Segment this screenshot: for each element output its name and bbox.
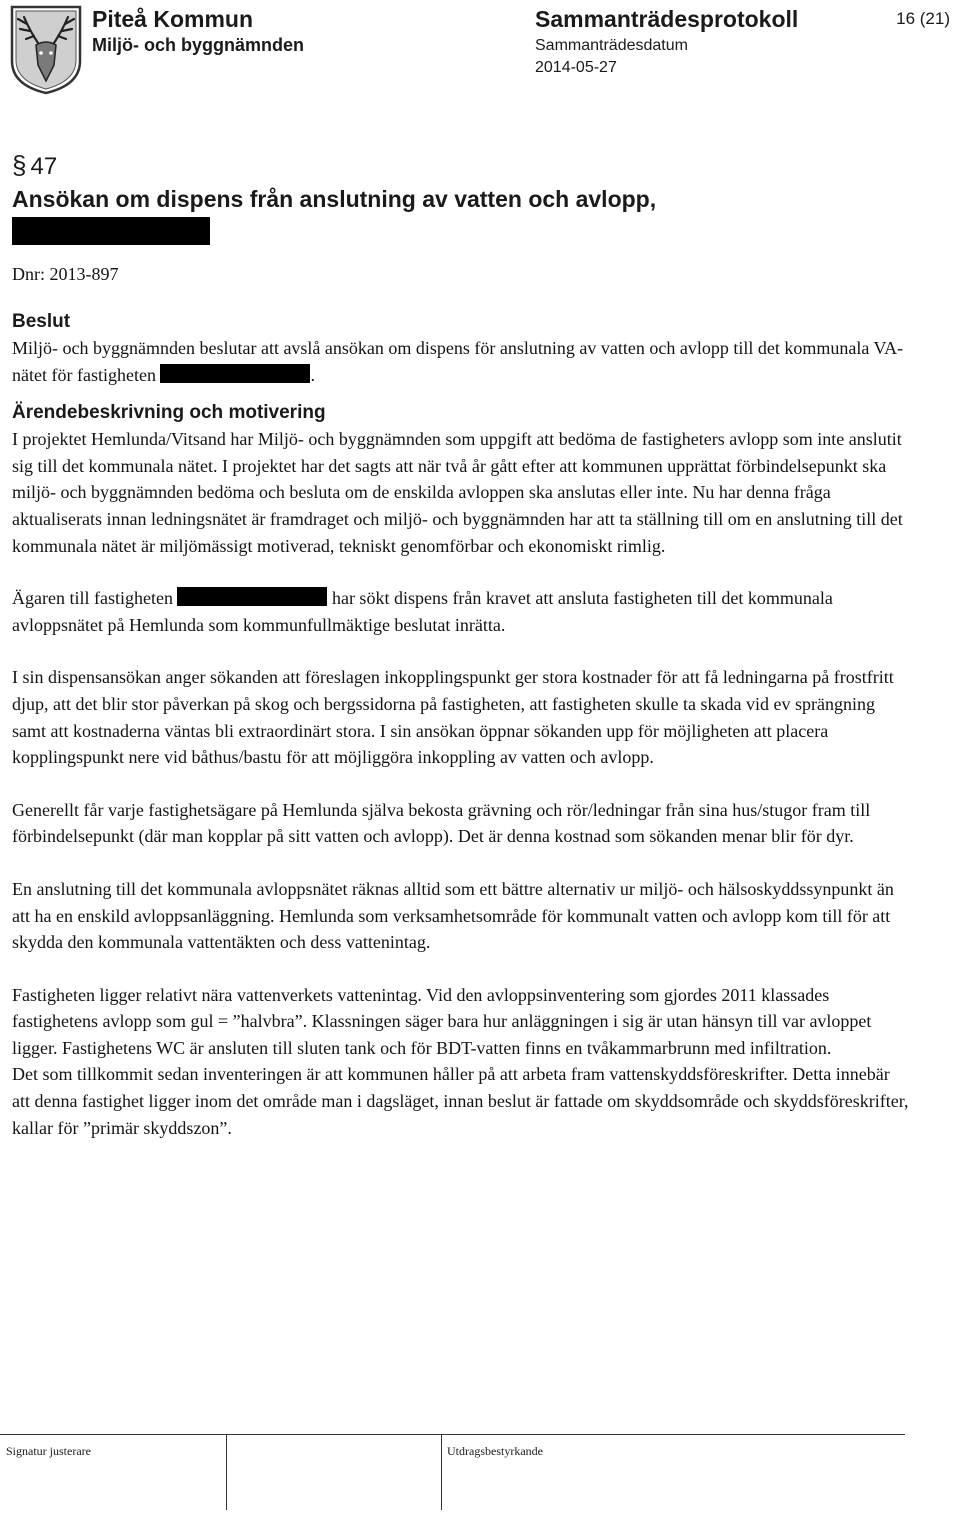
section-number-value: 47 bbox=[30, 153, 58, 180]
protocol-title: Sammanträdesprotokoll bbox=[535, 6, 799, 32]
document-body bbox=[12, 150, 912, 1141]
section-number bbox=[12, 150, 912, 182]
section-symbol: § bbox=[12, 150, 27, 180]
decision-text-end: . bbox=[310, 364, 315, 385]
committee-name: Miljö- och byggnämnden bbox=[92, 35, 304, 55]
paragraph-start: Ägaren till fastigheten bbox=[12, 588, 178, 609]
paragraph: Fastigheten ligger relativt nära vattenverkets vattenintag. Vid den avloppsinventering som gjordes 2011 klassades fastighetens avlopp som gul = ”halvbra”. Klassningen säger bara hur anläggningen i sig är utan hänsyn till var avloppet ligger. Fastighetens WC är ansluten till sluten tank och för BDT-vatten finns en tvåkammarbrunn med infiltration. bbox=[12, 984, 872, 1058]
decision-heading: Beslut bbox=[12, 311, 71, 332]
coat-of-arms-logo bbox=[8, 3, 84, 95]
paragraph: I projektet Hemlunda/Vitsand har Miljö- och byggnämnden som uppgift att bedöma de fastigheters avlopp som inte anslutit sig till det kommunala nätet. I projektet har det sagts att när två år gått efter att kommunen upprättat förbindelsepunkt ska miljö- och byggnämnden bedöma och besluta om de enskilda avloppen ska anslutas eller inte. Nu har denna fråga aktualiserats innan ledningsnätet är framdraget och miljö- och byggnämnden har att ta ställning till om en anslutning till det kommunala nätet är miljömässigt motiverad, tekniskt genomförbar och ekonomiskt rimlig. bbox=[12, 429, 903, 556]
protocol-block bbox=[535, 5, 798, 79]
footer-column-divider bbox=[441, 1434, 442, 1510]
diary-number: Dnr: 2013-897 bbox=[12, 264, 119, 284]
extract-certification-label: Utdragsbestyrkande bbox=[447, 1444, 543, 1458]
footer-divider bbox=[0, 1434, 905, 1435]
footer-column-divider bbox=[226, 1434, 227, 1510]
signature-label: Signatur justerare bbox=[6, 1444, 91, 1458]
redaction-bar bbox=[177, 587, 327, 606]
paragraph: En anslutning till det kommunala avloppsnätet räknas alltid som ett bättre alternativ ur miljö- och hälsoskyddssynpunkt än att ha en enskild avloppsanläggning. Hemlunda som verksamhetsområde för kommunalt vatten och avlopp kom till för att skydda den kommunala vattentäkten och dess vattenintag. bbox=[12, 878, 894, 953]
decision-text bbox=[12, 335, 912, 388]
redaction-bar bbox=[160, 364, 310, 383]
redaction-bar bbox=[12, 217, 210, 245]
signature-footer bbox=[0, 1434, 960, 1516]
page-header bbox=[0, 0, 960, 120]
paragraph-end: har sökt dispens från kravet att ansluta fastigheten till det kommunala avloppsnätet på Hemlunda som kommunfullmäktige beslutat inrätta. bbox=[12, 588, 833, 635]
paragraph bbox=[12, 585, 912, 638]
paragraph: I sin dispensansökan anger sökanden att föreslagen inkopplingspunkt ger stora kostnader för att få ledningarna på frostfritt djup, att det blir stor påverkan på skog och bergssidorna på fastigheten, att fastigheten skulle ta skada vid ev sprängning samt att kostnaderna väntas bli extraordinärt stora. I sin ansökan öppnar sökanden upp för möjligheten att placera kopplingspunkt nere vid båthus/bastu för att möjliggöra inkoppling av vatten och avlopp. bbox=[12, 667, 894, 768]
paragraph: Det som tillkommit sedan inventeringen är att kommunen håller på att arbeta fram vattenskyddsföreskrifter. Detta innebär att denna fastighet ligger inom det område man i dagsläget, innan beslut är fattade om skyddsområde och skyddsföreskrifter, kallar för ”primär skyddszon”. bbox=[12, 1064, 909, 1138]
organization-block bbox=[92, 5, 304, 56]
paragraph: Generellt får varje fastighetsägare på Hemlunda själva bekosta grävning och rör/ledningar från sina hus/stugor fram till förbindelsepunkt (där man kopplar på sitt vatten och avlopp). Det är denna kostnad som sökanden menar blir för dyr. bbox=[12, 799, 871, 847]
section-title: Ansökan om dispens från anslutning av vatten och avlopp, bbox=[12, 186, 657, 212]
meeting-date-label: Sammanträdesdatum bbox=[535, 37, 688, 54]
meeting-date: 2014-05-27 bbox=[535, 59, 617, 76]
page-number: 16 (21) bbox=[896, 9, 950, 28]
decision-text-start: Miljö- och byggnämnden beslutar att avslå ansökan om dispens för anslutning av vatten och avlopp till det kommunala VA-nätet för fastigheten bbox=[12, 338, 904, 385]
organization-name: Piteå Kommun bbox=[92, 6, 254, 32]
description-heading: Ärendebeskrivning och motivering bbox=[12, 402, 326, 424]
